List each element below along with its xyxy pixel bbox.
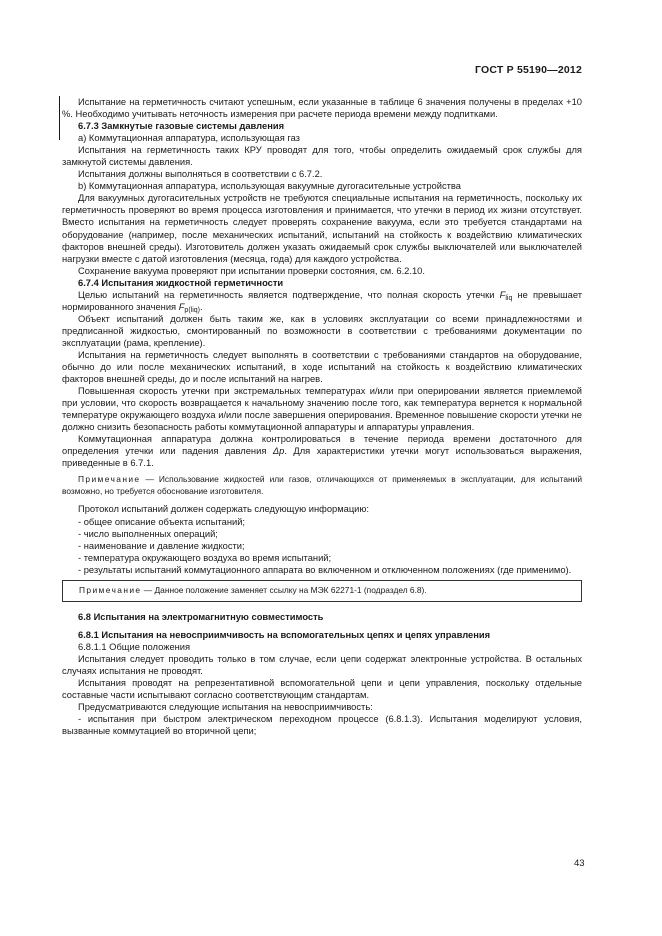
paragraph: Объект испытаний должен быть таким же, как в условиях эксплуатации со всеми принадлежностями и предписанной жидкостью, смонтированный по возможности в соответствии с требованиями документации по эксплуатации (рама, крепление). — [62, 313, 582, 348]
list-item-b: b) Коммутационная аппаратура, использующая вакуумные дугогасительные устройства — [78, 181, 461, 192]
section-heading-6-7-4: 6.7.4 Испытания жидкостной герметичности — [78, 277, 284, 288]
paragraph: - испытания при быстром электрическом переходном процессе (6.8.1.3). Испытания моделируют условия, вызванные коммутацией во вторичной цепи; — [62, 714, 582, 737]
subscript: liq — [505, 294, 513, 302]
symbol-f: F — [499, 289, 506, 300]
note-text: — Данное положение заменяет ссылку на МЭК 62271-1 (подраздел 6.8). — [141, 584, 427, 595]
note-text: — Использование жидкостей или газов, отличающихся от применяемых в эксплуатации, для испытаний возможно, но требуется обоснование изготовителя. — [62, 474, 582, 496]
paragraph: Предусматриваются следующие испытания на невосприимчивость: — [78, 702, 373, 713]
paragraph: Испытание на герметичность считают успешным, если указанные в таблице 6 значения получены в пределах +10 %. Необходимо учитывать неточность измерения при расчете периода времени между подпитками. — [62, 97, 582, 120]
list-item: - температура окружающего воздуха во время испытаний; — [78, 552, 332, 563]
list-item: - наименование и давление жидкости; — [78, 540, 245, 551]
section-heading-6-8-1: 6.8.1 Испытания на невосприимчивость на вспомогательных цепях и цепях управления — [78, 629, 491, 640]
boxed-note — [62, 580, 582, 602]
change-bar — [59, 96, 60, 140]
paragraph: Протокол испытаний должен содержать следующую информацию: — [78, 504, 370, 515]
list-item-a: a) Коммутационная аппаратура, использующая газ — [78, 133, 300, 144]
list-item: - число выполненных операций; — [78, 528, 218, 539]
paragraph-pressure-drop — [62, 433, 582, 469]
paragraph: Для вакуумных дугогасительных устройств не требуются специальные испытания на герметичность, поскольку их герметичность проверяют во время процесса изготовления и принимается, что утечки в период их жизни отсутствует. Вместо испытания на герметичность следует проверять сохранение вакуума, если это требуется стандартами на оборудование (например, после механических испытаний, испытаний на стойкость к воздействию климатических факторов внешней среды). Изготовитель должен указать ожидаемый срок службы выключателей или выключателей нагрузки вместе с датой изготовления (месяца, года) для каждого устройства. — [62, 193, 582, 264]
list-item: - общее описание объекта испытаний; — [78, 516, 246, 527]
paragraph: Повышенная скорость утечки при экстремальных температурах и/или при оперировании является приемлемой при условии, что скорость возвращается к начальному значению после того, как температура вернется к нормальной температуре окружающего воздуха и/или после завершения оперирования. Временное повышение скорости утечки не должно снизить безопасность работы коммутационной аппаратуры и аппаратуры управления. — [62, 386, 582, 433]
note-label: Примечание — [79, 584, 142, 595]
paragraph: Испытания на герметичность таких КРУ проводят для того, чтобы определить ожидаемый срок службы для замкнутой системы давления. — [62, 145, 582, 168]
symbol-delta-p: Δp — [272, 446, 285, 457]
report-list — [62, 516, 582, 576]
subsection-heading: 6.8.1.1 Общие положения — [78, 641, 191, 652]
section-heading-6-8: 6.8 Испытания на электромагнитную совместимость — [78, 611, 324, 622]
paragraph: Испытания следует проводить только в том случае, если цепи содержат электронные устройства. В остальных случаях испытания не проводят. — [62, 653, 582, 676]
list-item: - результаты испытаний коммутационного аппарата во включенном и отключенном положениях (где применимо). — [78, 564, 572, 575]
text-span: . — [199, 301, 203, 312]
text-span: . Для характеристики утечки могут использоваться выражения, приведенные в 6.7.1. — [62, 446, 583, 469]
document-code: ГОСТ Р 55190—2012 — [474, 64, 582, 76]
symbol-f: F — [178, 301, 185, 312]
note-label: Примечание — [78, 474, 141, 485]
text-span: Целью испытаний на герметичность является подтверждение, что полная скорость утечки — [78, 289, 500, 300]
paragraph: Испытания на герметичность следует выполнять в соответствии с требованиями стандартов на оборудование, обычно до или после механических испытаний, в ходе испытаний на стойкость к воздействию климатических факторов внешней среды, до и после испытаний на нагрев. — [62, 349, 582, 385]
text-span: не превышает нормированного значения — [62, 289, 582, 312]
subscript: p(liq) — [184, 306, 200, 314]
paragraph: Сохранение вакуума проверяют при испытании проверки состояния, см. 6.2.10. — [78, 265, 425, 276]
page-number: 43 — [574, 858, 585, 869]
paragraph-leak-rate — [62, 289, 582, 313]
page-body — [62, 96, 582, 737]
text-span: Коммутационная аппаратура должна контролироваться в течение периода времени достаточного для определения утечки или падения давления — [62, 434, 582, 457]
note — [62, 474, 582, 497]
paragraph: Испытания должны выполняться в соответствии с 6.7.2. — [78, 169, 323, 180]
paragraph: Испытания проводят на репрезентативной вспомогательной цепи и цепи управления, поскольку отдельные составные части испытывают согласно соответствующим стандартам. — [62, 677, 582, 701]
section-heading-6-7-3: 6.7.3 Замкнутые газовые системы давления — [78, 121, 285, 132]
